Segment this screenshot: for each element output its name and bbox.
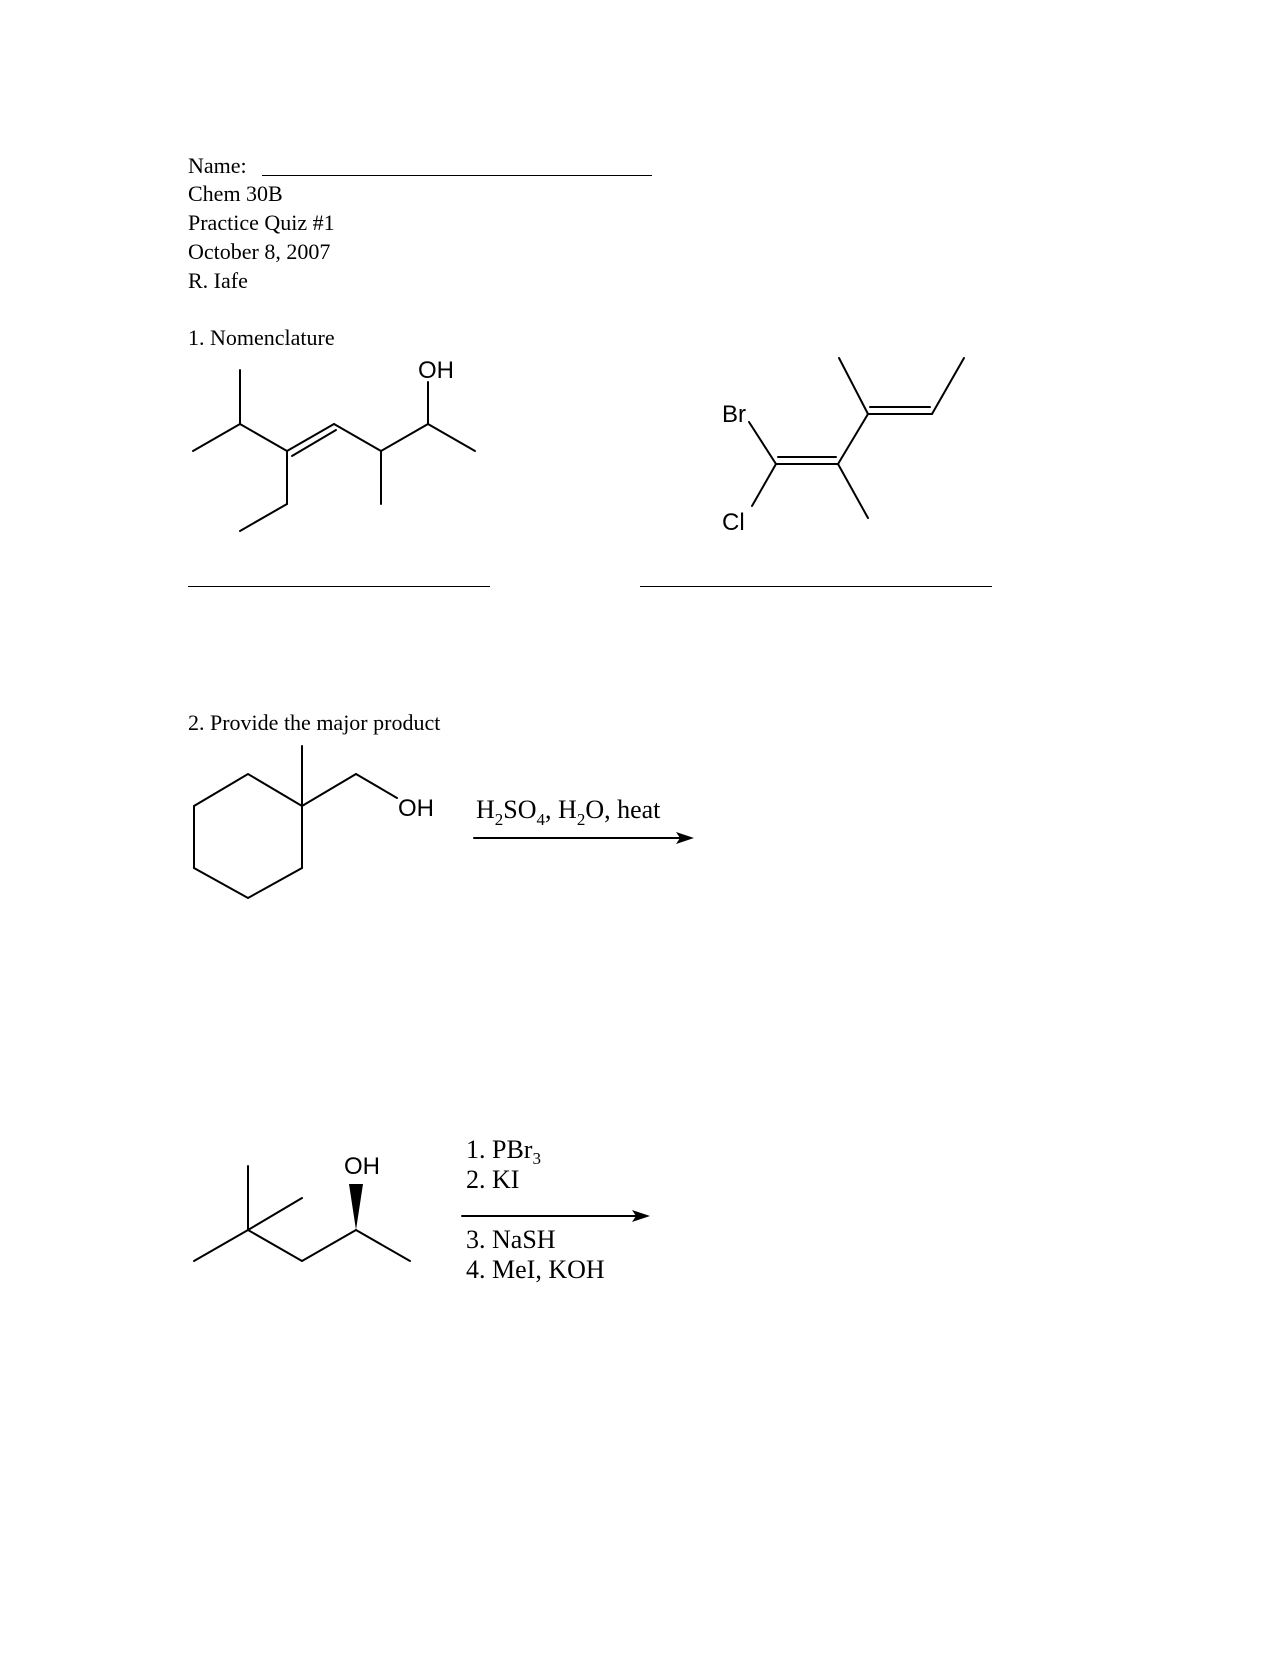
quiz-date: October 8, 2007 <box>188 239 331 264</box>
course-name: Chem 30B <box>188 181 283 206</box>
quiz-title: Practice Quiz #1 <box>188 210 335 235</box>
rxn1-substrate-skeleton <box>194 746 397 898</box>
rxn1-reagents: $H_2SO_4$, $H_2O$, heat <box>476 795 661 829</box>
rxn2-substrate-skeleton <box>194 1166 410 1261</box>
name-label: Name: <box>188 153 247 178</box>
instructor-name: R. Iafe <box>188 268 248 293</box>
wedge-bond <box>349 1184 363 1230</box>
molecule-b-skeleton <box>749 358 964 518</box>
mol-b-br-label: Br <box>722 401 746 428</box>
question-2-title: 2. Provide the major product <box>188 710 441 735</box>
question-1-title: 1. Nomenclature <box>188 325 335 350</box>
rxn2-step-2: 2. KI <box>466 1165 520 1194</box>
rxn2-step-3: 3. NaSH <box>466 1225 556 1254</box>
rxn1-oh-label: OH <box>398 795 434 822</box>
mol-a-oh-label: OH <box>418 357 454 384</box>
molecule-a-skeleton <box>193 370 475 531</box>
rxn2-oh-label: OH <box>344 1153 380 1180</box>
rxn2-step-1: 1. PBr$_3$ <box>466 1135 541 1168</box>
rxn2-step-4: 4. MeI, KOH <box>466 1255 605 1284</box>
mol-b-cl-label: Cl <box>722 509 745 536</box>
